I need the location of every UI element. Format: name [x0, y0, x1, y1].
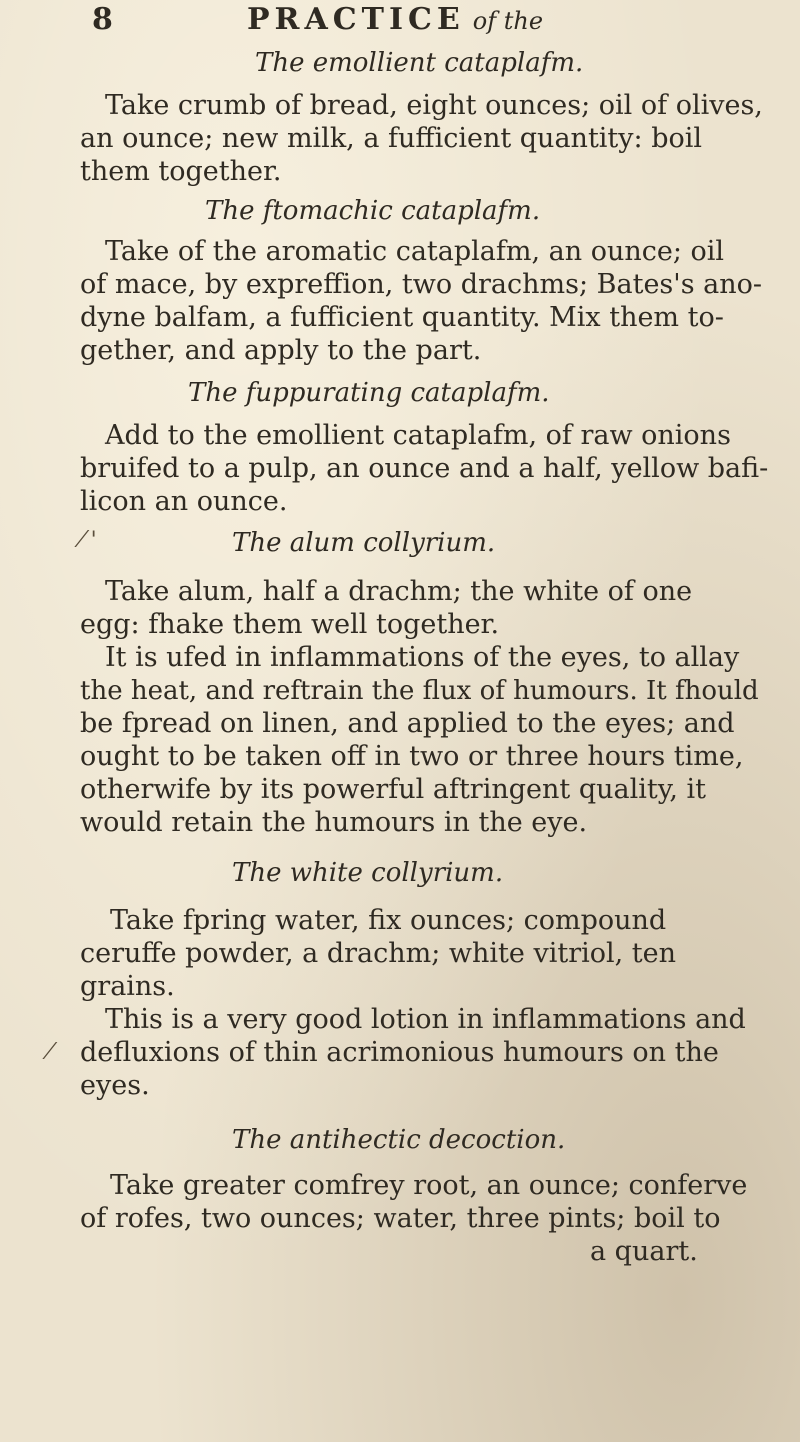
text-line: the heat, and reftrain the flux of humours. It fhould: [80, 676, 759, 706]
recipe-title: The emollient cataplafm.: [255, 48, 584, 78]
running-title-suffix: of the: [472, 7, 544, 35]
recipe-title: The white collyrium.: [232, 858, 504, 888]
text-line: bruifed to a pulp, an ounce and a half, yellow bafi-: [80, 453, 769, 484]
recipe-title: The alum collyrium.: [232, 528, 496, 558]
text-line: Take crumb of bread, eight ounces; oil of olives,: [105, 90, 763, 121]
text-line: Take fpring water, fix ounces; compound: [110, 905, 667, 936]
text-line: be fpread on linen, and applied to the eyes; and: [80, 708, 735, 739]
running-title: [247, 2, 543, 37]
text-line: of mace, by expreffion, two drachms; Bates's ano-: [80, 269, 763, 300]
stray-mark: ⁄: [48, 1040, 52, 1065]
text-line: eyes.: [80, 1070, 150, 1101]
text-line: otherwife by its powerful aftringent quality, it: [80, 774, 707, 805]
text-line: Take of the aromatic cataplafm, an ounce; oil: [105, 236, 725, 267]
page-header: [92, 2, 780, 46]
running-title-text: PRACTICE: [247, 2, 465, 37]
text-line: egg: fhake them well together.: [80, 609, 500, 640]
text-line: them together.: [80, 156, 282, 187]
text-line: Take alum, half a drachm; the white of one: [105, 576, 693, 607]
text-line: It is ufed in inflammations of the eyes, to allay: [105, 642, 740, 673]
text-line: a quart.: [590, 1236, 698, 1267]
recipe-title: The fuppurating cataplafm.: [188, 378, 550, 408]
text-line: ought to be taken off in two or three hours time,: [80, 741, 744, 772]
stray-mark: ⁄ ': [80, 528, 97, 553]
text-line: of rofes, two ounces; water, three pints; boil to: [80, 1203, 721, 1234]
text-line: This is a very good lotion in inflammations and: [105, 1004, 746, 1035]
text-line: Add to the emollient cataplafm, of raw onions: [105, 420, 731, 451]
page-number: 8: [92, 2, 113, 37]
text-line: would retain the humours in the eye.: [80, 807, 588, 838]
text-line: dyne balfam, a fufficient quantity. Mix them to-: [80, 302, 724, 333]
text-line: grains.: [80, 971, 175, 1002]
text-line: licon an ounce.: [80, 486, 288, 517]
recipe-title: The antihectic decoction.: [232, 1125, 566, 1155]
text-line: defluxions of thin acrimonious humours on the: [80, 1037, 719, 1068]
text-line: Take greater comfrey root, an ounce; conferve: [110, 1170, 748, 1201]
text-line: an ounce; new milk, a fufficient quantity: boil: [80, 123, 703, 154]
text-line: ceruffe powder, a drachm; white vitriol, ten: [80, 938, 677, 969]
recipe-title: The ftomachic cataplafm.: [205, 196, 541, 226]
text-line: gether, and apply to the part.: [80, 335, 482, 366]
